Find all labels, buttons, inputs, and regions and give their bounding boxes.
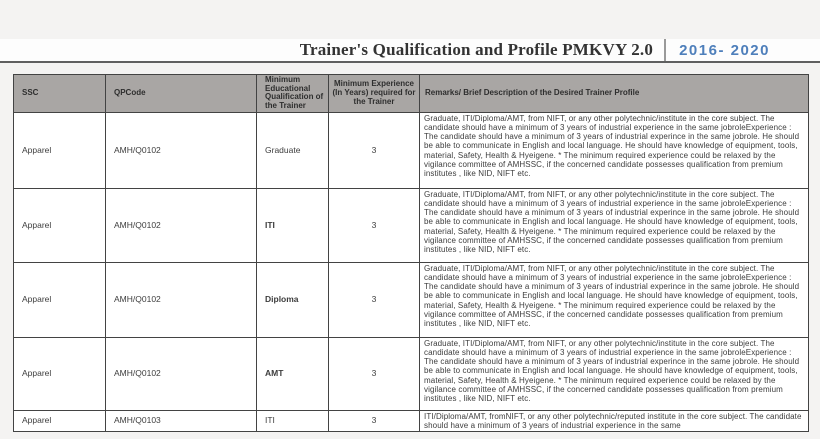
header-remarks: Remarks/ Brief Description of the Desired Trainer Profile [420,75,809,113]
cell-qualification: Graduate [257,112,329,188]
title-divider [664,39,666,61]
header-qpcode: QPCode [106,75,257,113]
page-period: 2016- 2020 [679,41,770,59]
table-row [14,337,809,410]
cell-remarks: Graduate, ITI/Diploma/AMT, from NIFT, or any other polytechnic/institute in the core subject. The candidate should have a minimum of 3 years of industrial experience in the same jobroleExperience : The candidate should have a minimum of 3 years of industrial experince in the same jobrole. He should be able to communicate in English and local language. He should have knowledge of equipment, tools, material, Safety, Health & Hyeigene. * The minimum required experience could be relaxed by the vigilance committee of AMHSSC, if the concerned candidate possesses qualification from premium institutes , like NID, NIFT etc. [420,262,809,337]
title-bar [0,39,820,63]
cell-qpcode: AMH/Q0103 [106,410,257,431]
cell-qualification: Diploma [257,262,329,337]
cell-experience: 3 [329,410,420,431]
cell-ssc: Apparel [14,188,106,262]
table-row [14,410,809,431]
header-row [14,75,809,113]
cell-experience: 3 [329,188,420,262]
cell-ssc: Apparel [14,337,106,410]
cell-qualification: ITI [257,410,329,431]
table-row [14,112,809,188]
header-experience: Minimum Experience (In Years) required for the Trainer [329,75,420,113]
cell-remarks: ITI/Diploma/AMT, fromNIFT, or any other polytechnic/reputed institute in the core subject. The candidate should have a minimum of 3 years of industrial experience in the same [420,410,809,431]
header-ssc: SSC [14,75,106,113]
cell-qualification: AMT [257,337,329,410]
page-title: Trainer's Qualification and Profile PMKVY 2.0 [299,40,654,59]
cell-experience: 3 [329,337,420,410]
cell-experience: 3 [329,262,420,337]
table-row [14,188,809,262]
cell-qpcode: AMH/Q0102 [106,188,257,262]
cell-qpcode: AMH/Q0102 [106,112,257,188]
cell-remarks: Graduate, ITI/Diploma/AMT, from NIFT, or any other polytechnic/institute in the core subject. The candidate should have a minimum of 3 years of industrial experience in the same jobroleExperience : The candidate should have a minimum of 3 years of industrial experince in the same jobrole. He should be able to communicate in English and local language. He should have knowledge of equipment, tools, material, Safety, Health & Hyeigene. * The minimum required experience could be relaxed by the vigilance committee of AMHSSC, if the concerned candidate possesses qualification from premium institutes , like NID, NIFT etc. [420,337,809,410]
cell-ssc: Apparel [14,262,106,337]
cell-ssc: Apparel [14,112,106,188]
cell-qpcode: AMH/Q0102 [106,262,257,337]
cell-ssc: Apparel [14,410,106,431]
cell-experience: 3 [329,112,420,188]
cell-qpcode: AMH/Q0102 [106,337,257,410]
cell-remarks: Graduate, ITI/Diploma/AMT, from NIFT, or any other polytechnic/institute in the core subject. The candidate should have a minimum of 3 years of industrial experience in the same jobroleExperience : The candidate should have a minimum of 3 years of industrial experince in the same jobrole. He should be able to communicate in English and local language. He should have knowledge of equipment, tools, material, Safety, Health & Hyeigene. * The minimum required experience could be relaxed by the vigilance committee of AMHSSC, if the concerned candidate possesses qualification from premium institutes , like NID, NIFT etc. [420,188,809,262]
table-row [14,262,809,337]
trainer-profile-table [13,74,809,432]
cell-remarks: Graduate, ITI/Diploma/AMT, from NIFT, or any other polytechnic/institute in the core subject. The candidate should have a minimum of 3 years of industrial experience in the same jobroleExperience : The candidate should have a minimum of 3 years of industrial experince in the same jobrole. He should be able to communicate in English and local language. He should have knowledge of equipment, tools, material, Safety, Health & Hyeigene. * The minimum required experience could be relaxed by the vigilance committee of AMHSSC, if the concerned candidate possesses qualification from premium institutes , like NID, NIFT etc. [420,112,809,188]
header-qualification: Minimum Educational Qualification of the Trainer [257,75,329,113]
cell-qualification: ITI [257,188,329,262]
